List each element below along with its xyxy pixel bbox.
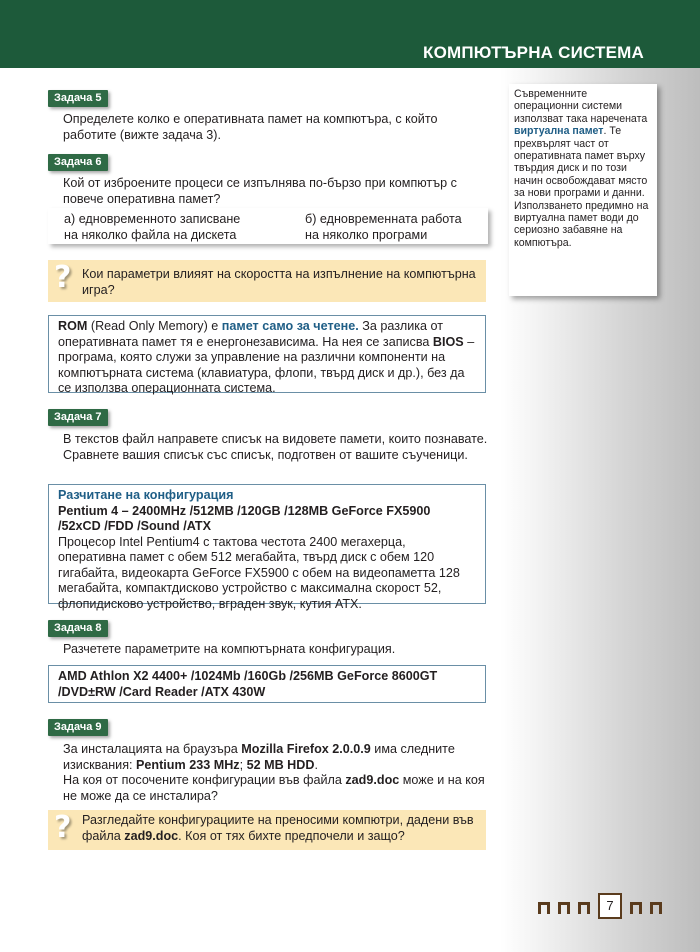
page-number: 7: [598, 893, 622, 919]
task-6-options: [48, 208, 488, 244]
task-8-spec-box: [48, 665, 486, 703]
sidebar-text-before: Съвременните операционни системи използват така наречената: [514, 88, 648, 125]
task-9-browser: Mozilla Firefox 2.0.0.9: [241, 742, 371, 756]
question-2-text: [82, 813, 480, 844]
header-bar: [0, 0, 700, 68]
task-8-spec-line2: /DVD±RW /Card Reader /ATX 430W: [58, 684, 266, 699]
task-6-label: Задача 6: [48, 154, 108, 171]
task-9-text: [48, 742, 488, 804]
task-9-file: zad9.doc: [345, 773, 400, 787]
task-5-text: [48, 112, 488, 143]
task-9-req: Pentium 233 MHz: [136, 757, 240, 772]
question-1-text: Кои параметри влияят на скоростта на изпълнение на компютърна игра?: [82, 267, 476, 297]
task-7-text: [48, 432, 488, 463]
task-8-spec-line1: AMD Athlon X2 4400+ /1024Mb /160Gb /256MB GeForce 8600GT: [58, 669, 438, 683]
rom-text-3: – програма, която служи за управление на различни компоненти на компютърната система (клавиатура, флопи, твърд диск и др.), без да се използва операционната система.: [58, 334, 475, 395]
decor-bracket-icon: [578, 902, 590, 914]
task-7-label: Задача 7: [48, 409, 108, 426]
option-b-line2: на няколко програми: [305, 227, 428, 242]
task-5-label: Задача 5: [48, 90, 108, 107]
task-9-body-1: [48, 742, 488, 773]
rom-highlight: памет само за четене.: [221, 319, 359, 333]
decor-bracket-icon: [538, 902, 550, 914]
sidebar-note: [509, 84, 657, 296]
question-mark-icon: ?: [54, 810, 72, 845]
option-a-line1: а) едновременното записване: [64, 212, 241, 226]
task-5-body: Определете колко е оперативната памет на компютъра, с който работите (вижте задача 3).: [63, 112, 438, 142]
task-8-label: Задача 8: [48, 620, 108, 637]
task-7-body: В текстов файл направете списък на видовете памети, които познавате. Сравнете вашия списък със списък, подготвен от вашите съученици.: [63, 432, 488, 462]
rom-text-2: За разлика от оперативната памет тя е енергонезависима. На нея се записва: [58, 319, 444, 349]
task-9-t1: За инсталацията на браузъра: [63, 742, 242, 756]
question-2-t2: . Коя от тях бихте предпочели и защо?: [178, 828, 405, 843]
task-9-t2: има следните изисквания:: [63, 742, 455, 772]
task-9-t4: .: [314, 757, 318, 772]
task-6-option-a: [64, 212, 240, 243]
bios-term: BIOS: [432, 334, 464, 349]
task-9-t6: може и на коя не може да се инсталира?: [63, 773, 485, 803]
question-box-1: [48, 260, 486, 302]
task-9-t3: ;: [239, 757, 247, 772]
config-spec-line2: /52xCD /FDD /Sound /ATX: [58, 519, 212, 533]
sidebar-text-after: . Те прехвърлят част от оперативната памет върху твърдия диск и по този начин освобождават място за нови програми и данни. Използването предимно на виртуална памет води до сериозно забавяне на компютъра.: [514, 125, 649, 249]
config-title: Разчитане на конфигурация: [58, 488, 234, 502]
question-2-file: zad9.doc: [124, 828, 179, 843]
page-number-area: [538, 893, 668, 921]
rom-text-1: (Read Only Memory) е: [87, 319, 222, 333]
decor-bracket-icon: [558, 902, 570, 914]
rom-term: ROM: [58, 319, 88, 333]
task-6-option-b: [305, 212, 462, 243]
option-b-line1: б) едновременната работа: [305, 212, 462, 226]
task-9-req2: 52 MB HDD: [246, 757, 315, 772]
sidebar-highlight: виртуална памет: [514, 125, 604, 138]
config-info-box: [48, 484, 486, 611]
task-9-label: Задача 9: [48, 719, 108, 736]
task-9-body-2: [48, 773, 488, 804]
option-a-line2: на няколко файла на дискета: [64, 227, 237, 242]
decor-bracket-icon: [630, 902, 642, 914]
chapter-title: КОМПЮТЪРНА СИСТЕМА: [423, 43, 644, 62]
question-mark-icon: ?: [54, 260, 72, 295]
question-2-t1: Разгледайте конфигурациите на преносими компютри, дадени във файла: [82, 813, 474, 843]
config-spec-line1: Pentium 4 – 2400MHz /512MB /120GB /128MB GeForce FX5900: [58, 503, 431, 518]
rom-info-box: [48, 315, 486, 393]
task-8-text: [48, 642, 488, 658]
config-description: Процесор Intel Pentium4 с тактова честота 2400 мегахерца, оперативна памет с обем 512 мегабайта, твърд диск с обем 120 гигабайта, видеокарта GeForce FX5900 с обем на видеопаметта 128 мегабайта, компактдисково устройство с максимална скорост 52, флопидисково устройство, вграден звук, кутия ATX.: [58, 534, 460, 611]
decor-bracket-icon: [650, 902, 662, 914]
task-9-t5: На коя от посочените конфигурации във файла: [63, 773, 346, 787]
question-box-2: [48, 810, 486, 850]
task-6-text: [48, 176, 488, 207]
task-8-body: Разчетете параметрите на компютърната конфигурация.: [63, 642, 396, 656]
task-6-body: Кой от изброените процеси се изпълнява по-бързо при компютър с повече оперативна памет?: [63, 176, 457, 206]
